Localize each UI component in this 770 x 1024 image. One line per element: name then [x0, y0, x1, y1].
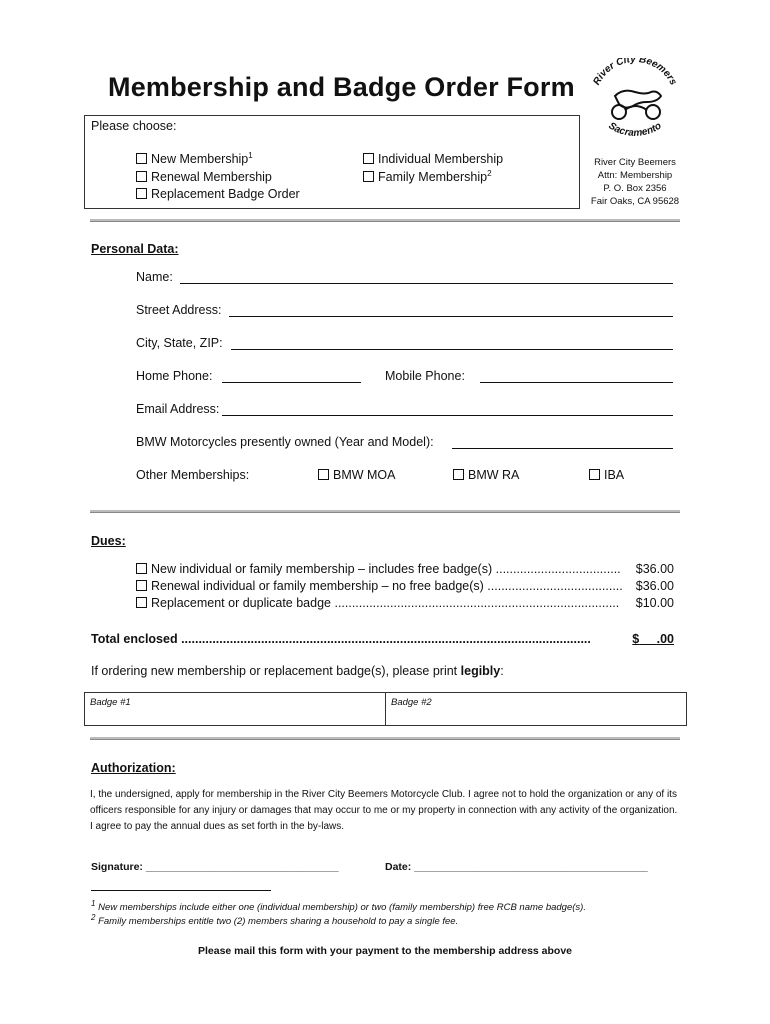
- authorization-text: I, the undersigned, apply for membership in the River City Beemers Motorcycle Club. I agree not to hold the organization or any of its officers responsible for any injury or damages that may occur to me or my property in connection with any activity of the organization. I agree to pay the annual dues as set forth in the by-laws.: [90, 789, 678, 832]
- option-bmw-ra[interactable]: BMW RA: [453, 468, 519, 482]
- home-phone-label: Home Phone:: [136, 369, 213, 383]
- svg-text:Sacramento: [606, 120, 663, 139]
- badge-box-divider: [385, 692, 386, 726]
- email-field[interactable]: [222, 404, 673, 416]
- city-label: City, State, ZIP:: [136, 336, 223, 350]
- dues-item-new[interactable]: New individual or family membership – includes free badge(s) .................................... $36.00: [136, 562, 674, 576]
- bmw-owned-field[interactable]: [452, 437, 673, 449]
- footnote-separator: [91, 890, 271, 891]
- date-label: Date: ________________________________________: [385, 861, 648, 873]
- badge-instruction: If ordering new membership or replacement badge(s), please print legibly:: [91, 664, 504, 678]
- city-field[interactable]: [231, 338, 673, 350]
- name-label: Name:: [136, 270, 173, 284]
- page-title: Membership and Badge Order Form: [108, 72, 575, 102]
- total-enclosed-row: Total enclosed ...................................................................................................................... $ .00: [91, 632, 674, 646]
- address-line: River City Beemers: [594, 157, 676, 168]
- address-line: Attn: Membership: [597, 170, 673, 181]
- checkbox-icon[interactable]: [363, 171, 374, 182]
- divider: [90, 737, 680, 740]
- address-line: P. O. Box 2356: [603, 183, 667, 194]
- checkbox-icon[interactable]: [136, 563, 147, 574]
- checkbox-icon[interactable]: [136, 597, 147, 608]
- checkbox-icon[interactable]: [136, 171, 147, 182]
- home-phone-field[interactable]: [222, 371, 361, 383]
- mobile-phone-field[interactable]: [480, 371, 673, 383]
- name-field[interactable]: [180, 272, 673, 284]
- motorcycle-logo-icon: [585, 58, 685, 150]
- footnote-1: $^1$ New memberships include either one (individual membership) or two (family membership) free RCB name badge(s).: [91, 898, 586, 913]
- street-field[interactable]: [229, 305, 673, 317]
- signature-field[interactable]: _________________________________: [145, 861, 339, 873]
- logo-text-bottom: Sacramento: [606, 120, 664, 140]
- divider: [90, 510, 680, 513]
- email-label: Email Address:: [136, 402, 220, 416]
- option-new-membership[interactable]: New Membership$^1$: [136, 152, 253, 166]
- street-label: Street Address:: [136, 303, 222, 317]
- checkbox-icon[interactable]: [136, 153, 147, 164]
- address-line: Fair Oaks, CA 95628: [590, 196, 680, 207]
- date-field[interactable]: ________________________________________: [414, 861, 648, 873]
- dues-item-renewal[interactable]: Renewal individual or family membership – no free badge(s) ....................................... $36.00: [136, 579, 674, 593]
- checkbox-icon[interactable]: [136, 188, 147, 199]
- option-renewal-membership[interactable]: Renewal Membership: [136, 170, 272, 184]
- total-amount[interactable]: $ .00: [632, 632, 674, 646]
- dues-heading: Dues:: [91, 534, 126, 548]
- club-logo: [585, 58, 685, 150]
- choose-label: Please choose:: [91, 119, 177, 133]
- mail-instruction: Please mail this form with your payment to the membership address above: [197, 945, 573, 957]
- checkbox-icon[interactable]: [363, 153, 374, 164]
- svg-text:River City Beemers: [591, 58, 679, 87]
- logo-text-top: River City Beemers: [591, 58, 679, 88]
- authorization-heading: Authorization:: [91, 761, 176, 775]
- dues-item-replacement[interactable]: Replacement or duplicate badge .................................................................................. $10.00: [136, 596, 674, 610]
- bmw-owned-label: BMW Motorcycles presently owned (Year and Model):: [136, 435, 434, 449]
- footnote-2: $^2$ Family memberships entitle two (2) members sharing a household to pay a single fee.: [91, 912, 459, 927]
- checkbox-icon[interactable]: [589, 469, 600, 480]
- divider: [90, 219, 680, 222]
- personal-data-heading: Personal Data:: [91, 242, 179, 256]
- mobile-phone-label: Mobile Phone:: [385, 369, 465, 383]
- option-bmw-moa[interactable]: BMW MOA: [318, 468, 396, 482]
- option-individual-membership[interactable]: Individual Membership: [363, 152, 503, 166]
- badge-2-field[interactable]: Badge #2: [391, 697, 432, 708]
- checkbox-icon[interactable]: [318, 469, 329, 480]
- option-replacement-badge[interactable]: Replacement Badge Order: [136, 187, 300, 201]
- other-memberships-label: Other Memberships:: [136, 468, 250, 482]
- checkbox-icon[interactable]: [136, 580, 147, 591]
- signature-label: Signature: _________________________________: [91, 861, 339, 873]
- badge-1-field[interactable]: Badge #1: [90, 697, 131, 708]
- option-iba[interactable]: IBA: [589, 468, 624, 482]
- mailing-address: [585, 156, 685, 208]
- checkbox-icon[interactable]: [453, 469, 464, 480]
- option-family-membership[interactable]: Family Membership$^2$: [363, 170, 492, 184]
